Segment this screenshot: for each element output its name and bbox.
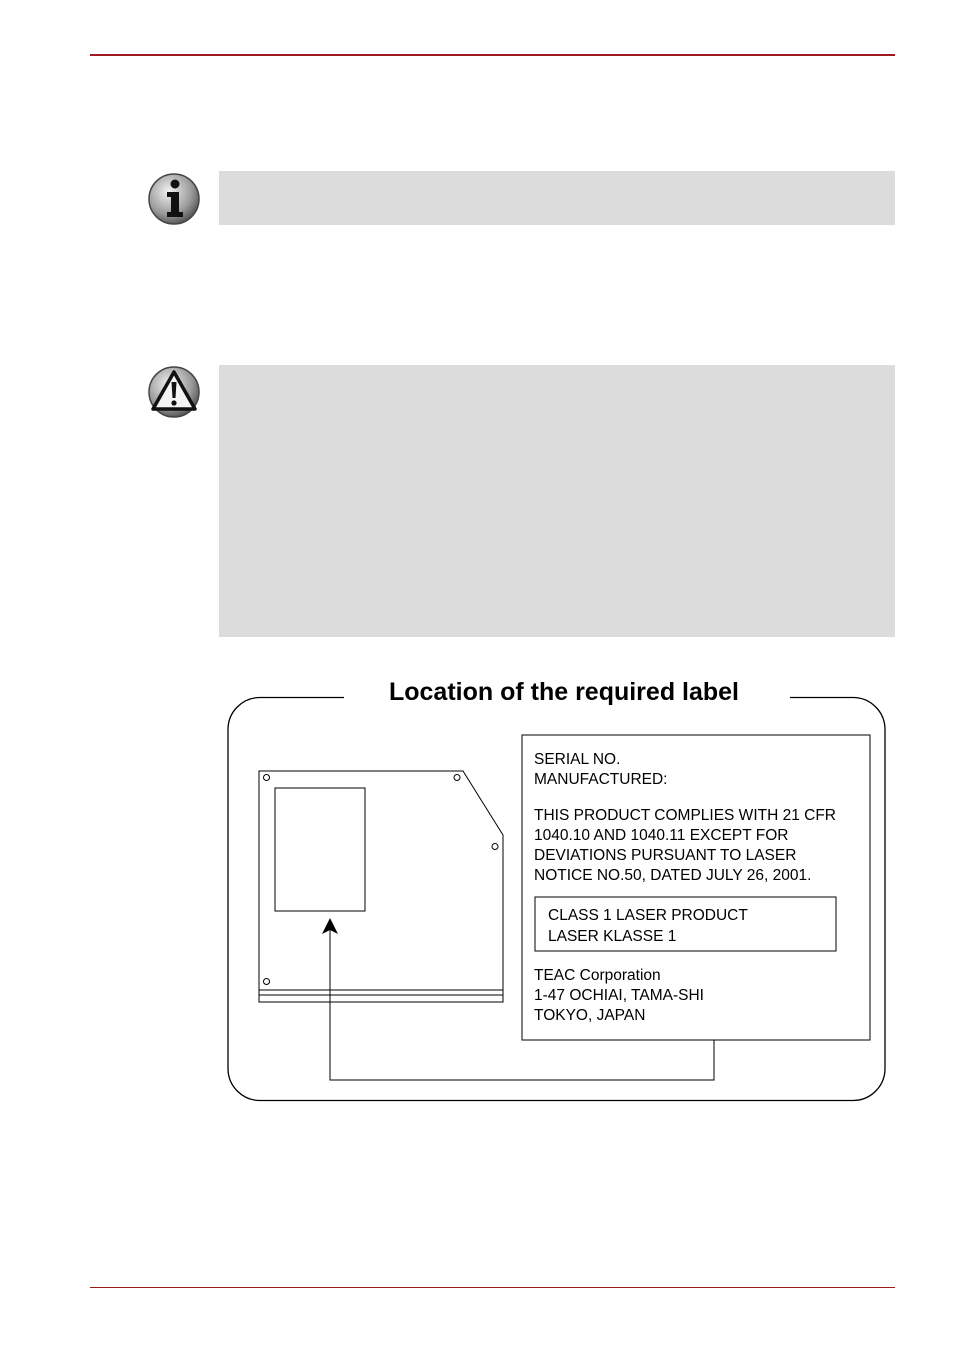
caution-box [219, 365, 895, 637]
compliance-line-2: 1040.10 AND 1040.11 EXCEPT FOR [534, 827, 789, 844]
compliance-line-3: DEVIATIONS PURSUANT TO LASER [534, 847, 797, 864]
drive-outline [259, 771, 503, 1002]
laser-label [522, 735, 870, 1040]
warning-icon [146, 364, 202, 420]
footer-rule [90, 1287, 895, 1288]
manufactured: MANUFACTURED: [534, 771, 668, 788]
manufacturer-address-1: 1-47 OCHIAI, TAMA-SHI [534, 987, 704, 1004]
manufacturer-name: TEAC Corporation [534, 967, 661, 984]
label-area [275, 788, 365, 911]
manufacturer-address-2: TOKYO, JAPAN [534, 1007, 646, 1024]
note-box [219, 171, 895, 225]
figure-title: Location of the required label [388, 678, 740, 706]
info-icon [146, 171, 202, 227]
compliance-line-1: THIS PRODUCT COMPLIES WITH 21 CFR [534, 807, 836, 824]
class-line-1: CLASS 1 LASER PRODUCT [548, 907, 748, 924]
label-location-figure [226, 676, 890, 1106]
serial-no: SERIAL NO. [534, 751, 621, 768]
class-line-2: LASER KLASSE 1 [548, 928, 677, 945]
compliance-line-4: NOTICE NO.50, DATED JULY 26, 2001. [534, 867, 812, 884]
header-rule [90, 54, 895, 56]
